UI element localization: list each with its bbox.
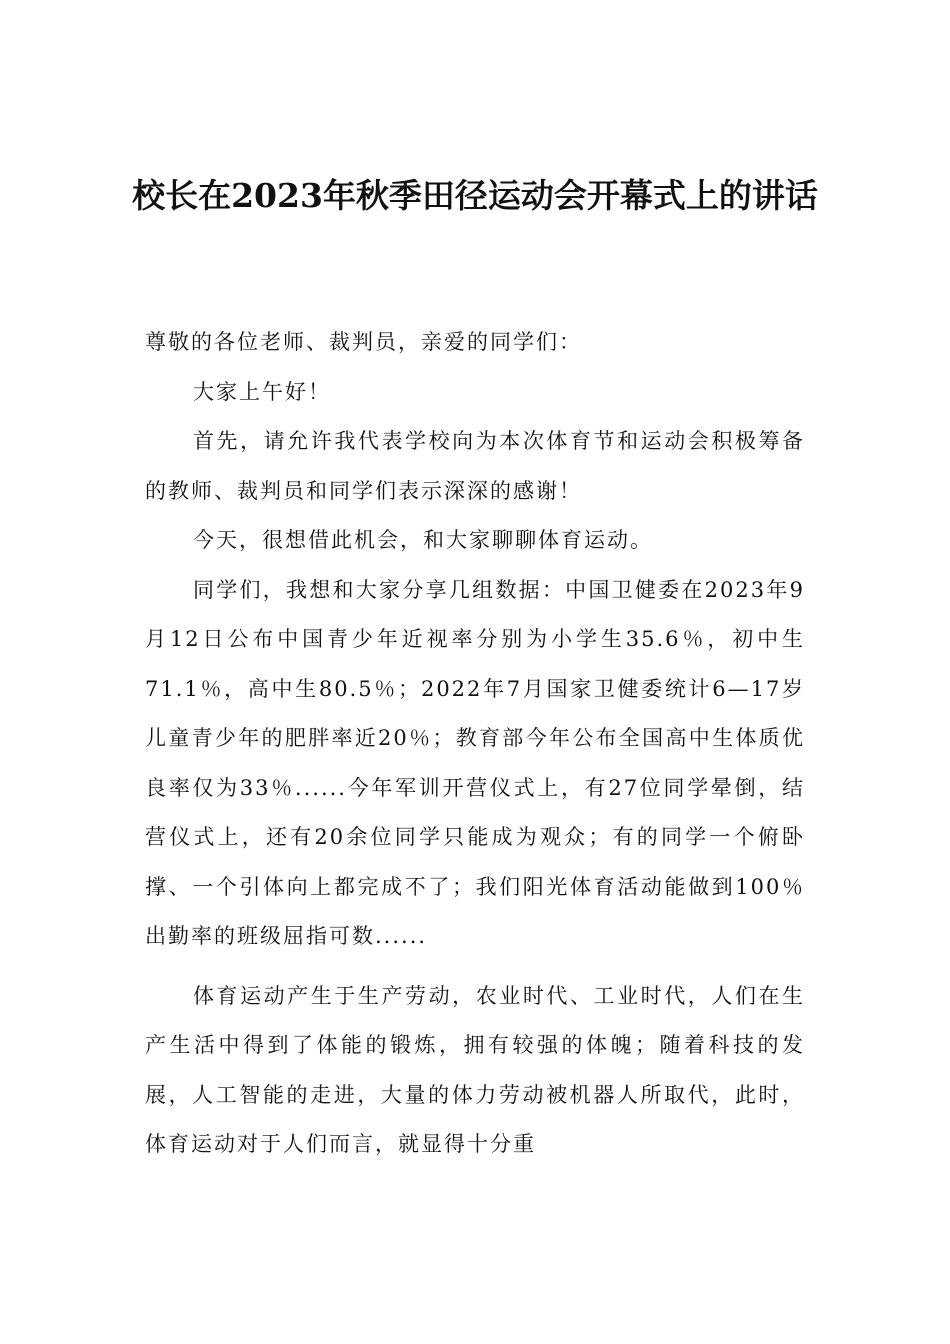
salutation: 尊敬的各位老师、裁判员，亲爱的同学们： — [145, 330, 582, 354]
paragraph-greeting: 大家上午好！ — [193, 379, 331, 404]
paragraph-data: 同学们，我想和大家分享几组数据：中国卫健委在2023年9月12日公布中国青少年近视率分别为小学生35.6％，初中生71.1％，高中生80.5％；2022年7月国家卫健委统计6—17岁儿童青少年的肥胖率近20％；教育部今年公布全国高中生体质优良率仅为33％......今年军训开营仪式上，有27位同学晕倒，结营仪式上，还有20余位同学只能成为观众；有的同学一个俯卧撑、一个引体向上都完成不了；我们阳光体育活动能做到100％出勤率的班级屈指可数...... — [145, 577, 805, 948]
paragraph-topic: 今天，很想借此机会，和大家聊聊体育运动。 — [193, 528, 653, 552]
paragraph-thanks: 首先，请允许我代表学校向为本次体育节和运动会积极筹备的教师、裁判员和同学们表示深深的感谢！ — [145, 429, 805, 503]
page-title: 校长在2023年秋季田径运动会开幕式上的讲话 — [132, 176, 818, 215]
speech-body — [145, 318, 805, 1170]
paragraph-sports-origin: 体育运动产生于生产劳动，农业时代、工业时代，人们在生产生活中得到了体能的锻炼，拥有较强的体魄；随着科技的发展，人工智能的走进，大量的体力劳动被机器人所取代，此时，体育运动对于人们而言，就显得十分重 — [145, 983, 805, 1156]
